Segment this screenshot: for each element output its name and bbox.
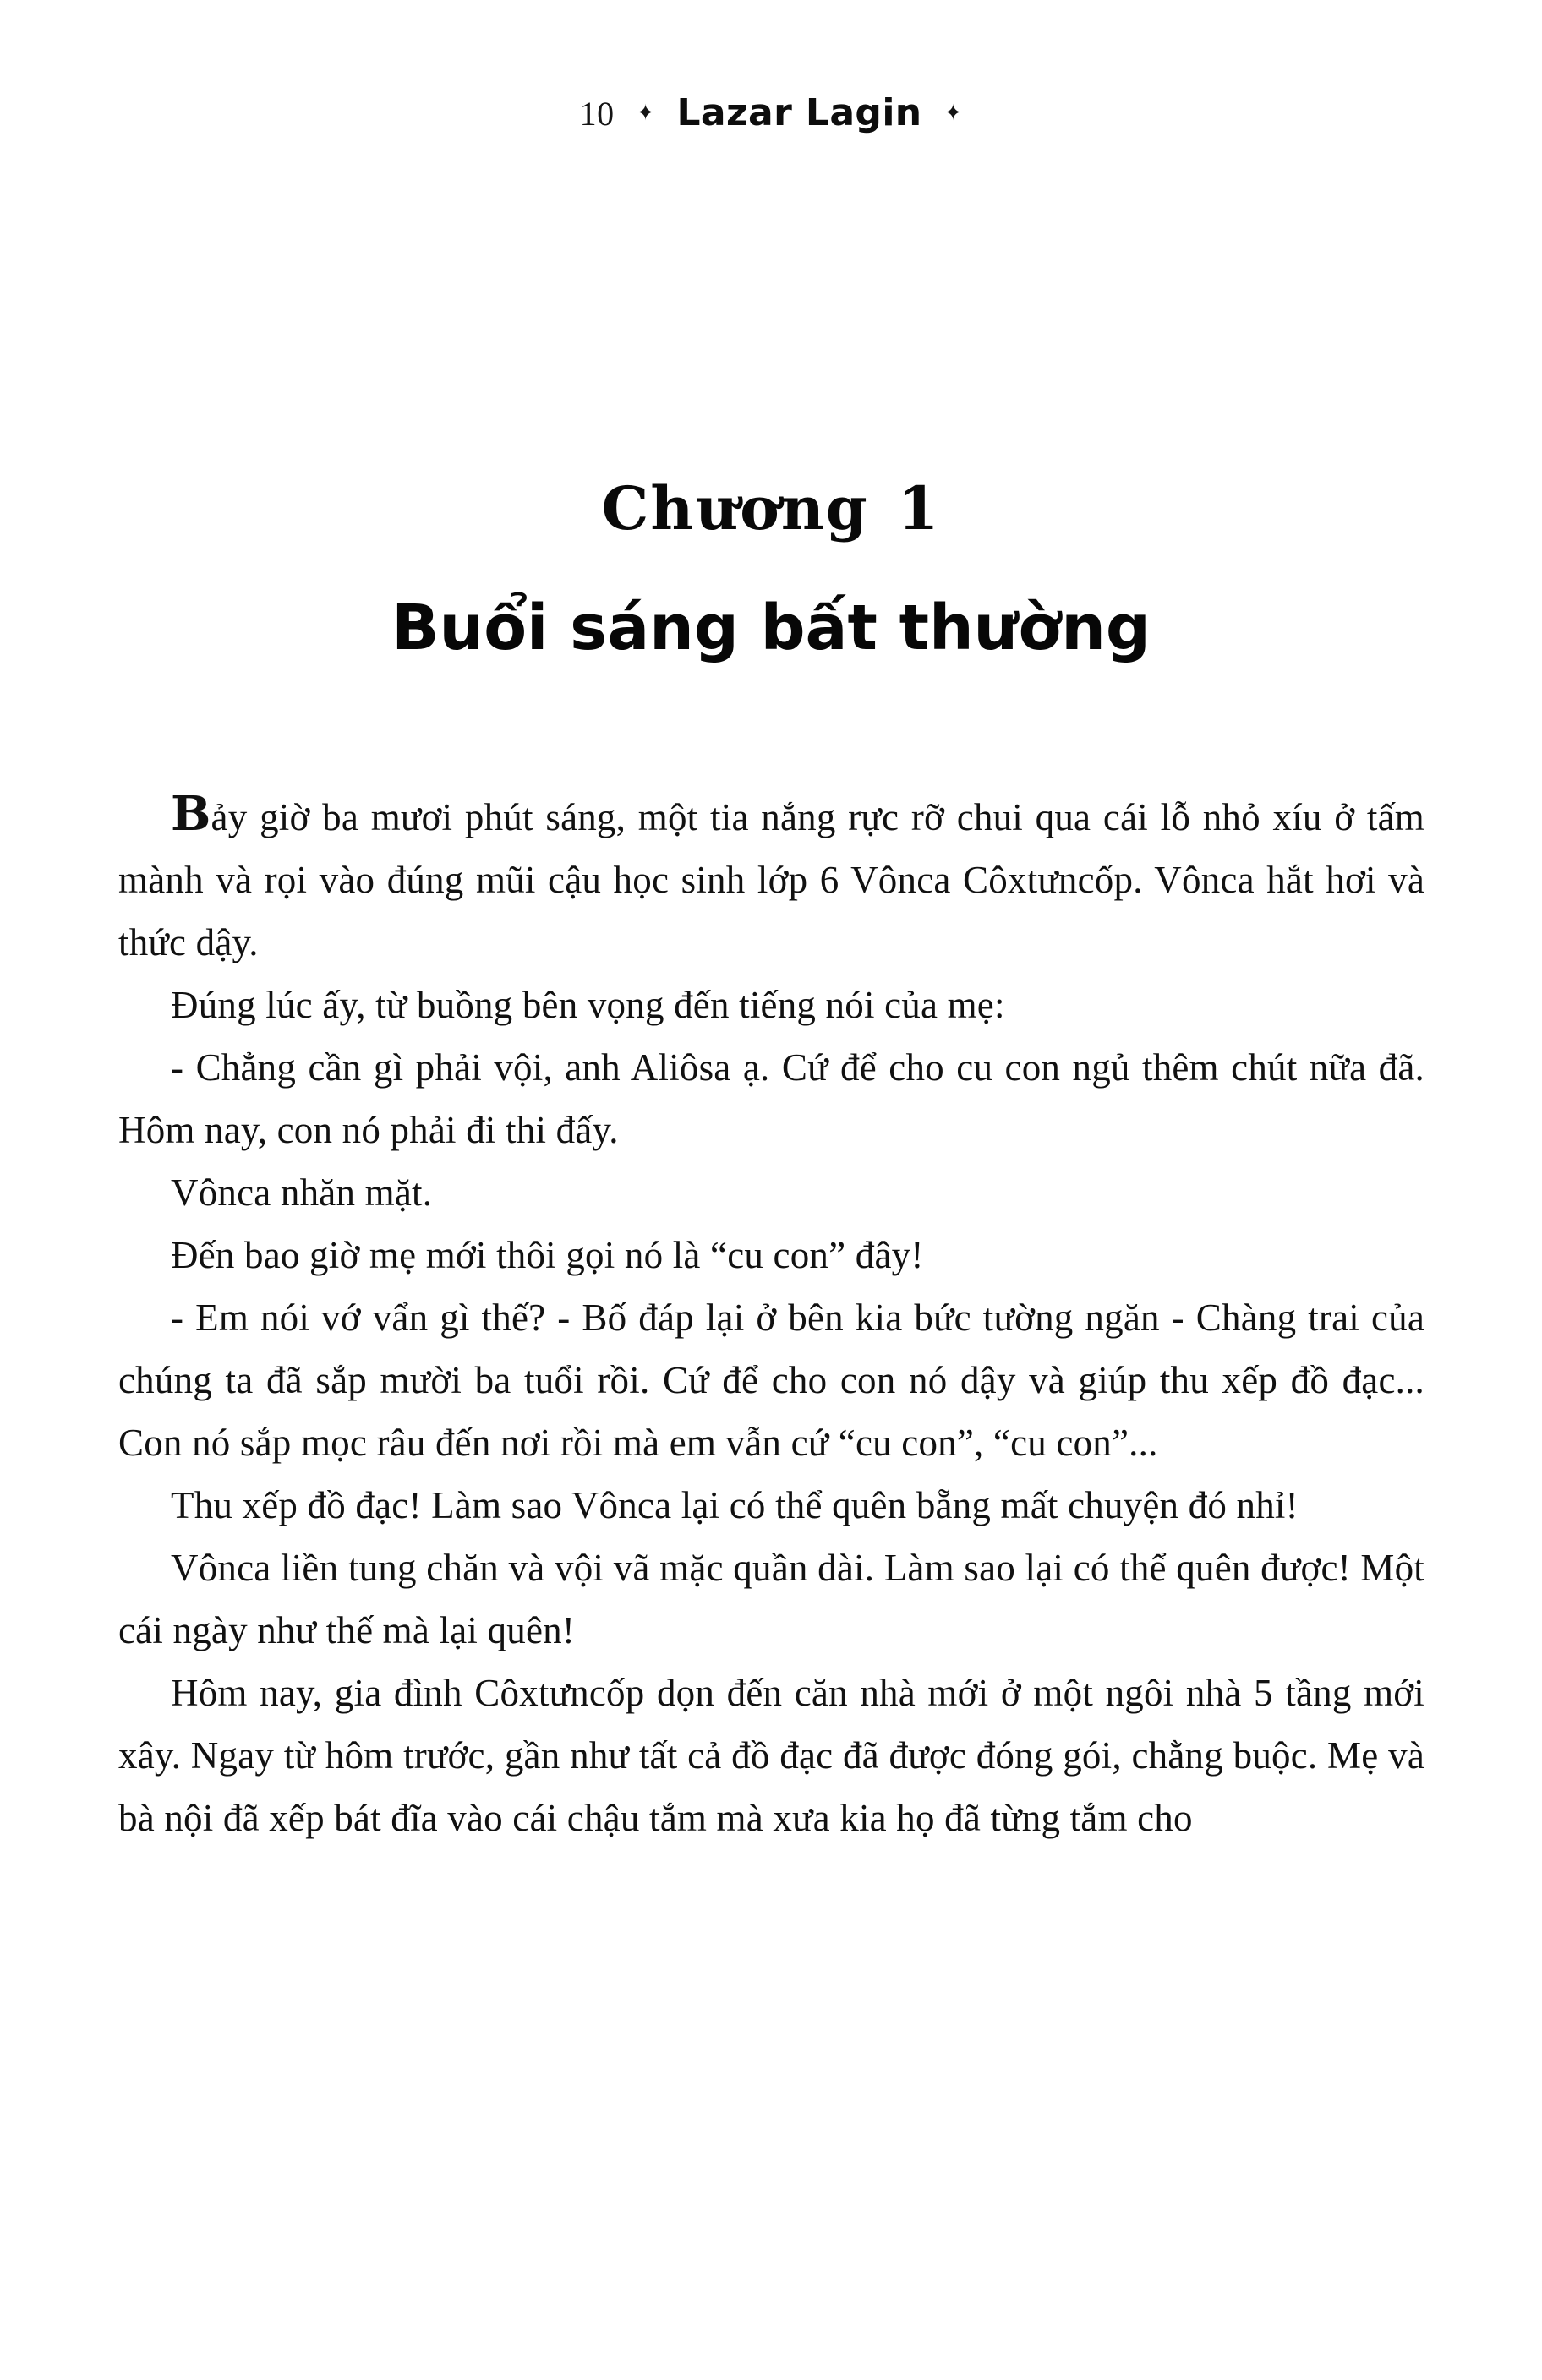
page-number: 10 [579, 95, 615, 133]
paragraph-3: - Chẳng cần gì phải vội, anh Aliôsa ạ. Cứ để cho cu con ngủ thêm chút nữa đã. Hôm nay, con nó phải đi thi đấy. [118, 1046, 1424, 1151]
paragraph-8: Vônca liền tung chăn và vội vã mặc quần dài. Làm sao lại có thể quên được! Một cái ngày như thế mà lại quên! [118, 1547, 1424, 1651]
chapter-title: Buổi sáng bất thường [391, 592, 1151, 664]
diamond-right-icon: ✦ [943, 101, 963, 126]
drop-cap: B [171, 786, 211, 842]
running-head [0, 91, 1542, 134]
paragraph-5: Đến bao giờ mẹ mới thôi gọi nó là “cu con” đây! [171, 1234, 924, 1276]
diamond-left-icon: ✦ [636, 101, 655, 126]
paragraph-2: Đúng lúc ấy, từ buồng bên vọng đến tiếng nói của mẹ: [171, 984, 1005, 1026]
chapter-label: Chương [601, 473, 869, 543]
paragraph-9: Hôm nay, gia đình Côxtưncốp dọn đến căn nhà mới ở một ngôi nhà 5 tầng mới xây. Ngay từ hôm trước, gần như tất cả đồ đạc đã được đóng gói, chằng buộc. Mẹ và bà nội đã xếp bát đĩa vào cái chậu tắm mà xưa kia họ đã từng tắm cho [118, 1672, 1424, 1839]
chapter-number-line [0, 473, 1542, 543]
paragraph-7: Thu xếp đồ đạc! Làm sao Vônca lại có thể quên bẵng mất chuyện đó nhỉ! [171, 1484, 1299, 1526]
body-text [118, 786, 1424, 1849]
author-name: Lazar Lagin [676, 91, 922, 134]
paragraph-4: Vônca nhăn mặt. [171, 1171, 433, 1214]
paragraph-6: - Em nói vớ vẩn gì thế? - Bố đáp lại ở bên kia bức tường ngăn - Chàng trai của chúng ta đã sắp mười ba tuổi rồi. Cứ để cho con nó dậy và giúp thu xếp đồ đạc... Con nó sắp mọc râu đến nơi rồi mà em vẫn cứ “cu con”, “cu con”... [118, 1296, 1424, 1464]
chapter-number: 1 [897, 473, 941, 543]
paragraph-1-text: ảy giờ ba mươi phút sáng, một tia nắng rực rỡ chui qua cái lỗ nhỏ xíu ở tấm mành và rọi vào đúng mũi cậu học sinh lớp 6 Vônca Côxtưncốp. Vônca hắt hơi và thức dậy. [118, 796, 1424, 963]
paragraph-1 [118, 786, 1424, 974]
